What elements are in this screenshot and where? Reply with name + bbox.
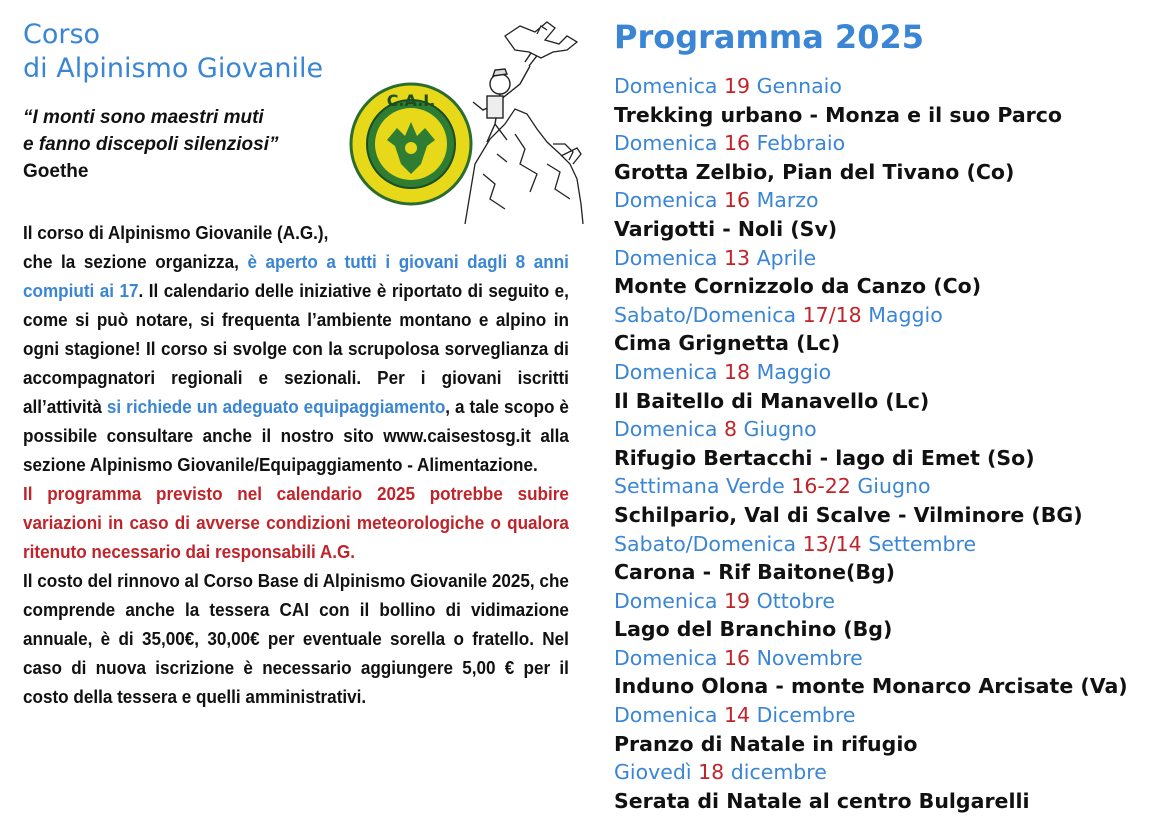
event-day-number: 18 — [723, 359, 751, 384]
event-location: Trekking urbano - Monza e il suo Parco — [614, 102, 1062, 127]
event-location: Il Baitello di Manavello (Lc) — [614, 388, 930, 413]
event-day: Domenica — [614, 188, 718, 213]
program-event — [614, 186, 1154, 243]
cai-emblem — [351, 84, 471, 204]
event-day-number: 17/18 — [802, 302, 862, 327]
program-event — [614, 530, 1154, 587]
event-date — [614, 72, 1154, 101]
event-month: Ottobre — [756, 588, 835, 613]
event-date — [614, 644, 1154, 673]
intro-paragraph-1 — [23, 218, 569, 479]
program-event — [614, 129, 1154, 186]
event-day-number: 16-22 — [791, 474, 851, 499]
eagle-sketch — [505, 22, 577, 58]
event-month: Maggio — [868, 302, 943, 327]
climber-sketch — [473, 44, 543, 142]
event-date — [614, 701, 1154, 730]
program-event — [614, 701, 1154, 758]
event-day: Domenica — [614, 359, 718, 384]
event-day-number: 16 — [723, 188, 751, 213]
event-day: Domenica — [614, 588, 718, 613]
event-location: Schilpario, Val di Scalve - Vilminore (BG) — [614, 502, 1083, 527]
event-month: Maggio — [756, 359, 832, 384]
event-month: Giugno — [743, 417, 817, 442]
event-month: Dicembre — [756, 703, 856, 728]
event-location: Varigotti - Noli (Sv) — [614, 216, 838, 241]
event-location: Lago del Branchino (Bg) — [614, 617, 893, 642]
event-month: Aprile — [756, 245, 817, 270]
event-day-number: 19 — [723, 588, 751, 613]
program-event — [614, 415, 1154, 472]
program-event — [614, 587, 1154, 644]
program-event — [614, 244, 1154, 301]
event-day: Domenica — [614, 645, 718, 670]
course-title-line1: Corso — [23, 19, 101, 50]
event-month: Settembre — [868, 531, 977, 556]
intro-equipment-note: si richiede un adeguato equipaggiamento — [106, 396, 446, 417]
event-month: Gennaio — [756, 74, 842, 98]
quote-author: Goethe — [23, 161, 89, 182]
intro-column — [23, 14, 571, 824]
quote-line2: e fanno discepoli silenziosi” — [23, 134, 279, 155]
program-column — [614, 14, 1154, 815]
event-day-number: 16 — [723, 131, 751, 156]
event-location: Cima Grignetta (Lc) — [614, 331, 841, 356]
event-month: dicembre — [730, 760, 827, 785]
program-event — [614, 758, 1154, 815]
intro-p1-f: , a tale scopo è possibile consultare anche il nostro sito www.caisestosg.it alla sezione Alpinismo Giovanile/Equipaggiamento - Alimentazione. — [23, 396, 569, 475]
quote — [23, 104, 323, 158]
event-day: Domenica — [614, 131, 718, 156]
program-event — [614, 472, 1154, 529]
event-location: Pranzo di Natale in rifugio — [614, 731, 918, 756]
event-month: Marzo — [756, 188, 819, 213]
intro-age-range: è aperto a tutti i giovani dagli 8 anni compiuti ai 17 — [23, 251, 569, 301]
program-event — [614, 644, 1154, 701]
program-event — [614, 301, 1154, 358]
intro-text — [23, 218, 569, 711]
event-month: Novembre — [756, 645, 863, 670]
event-day-number: 13/14 — [802, 531, 862, 556]
event-date — [614, 186, 1154, 215]
intro-p1-a: Il corso di Alpinismo Giovanile (A.G.), — [23, 222, 329, 243]
course-title — [23, 18, 323, 86]
event-day-number: 19 — [723, 74, 751, 98]
course-title-line2: di Alpinismo Giovanile — [23, 53, 324, 84]
program-event — [614, 72, 1154, 129]
event-date — [614, 415, 1154, 444]
event-month: Febbraio — [756, 131, 846, 156]
event-date — [614, 530, 1154, 559]
event-day: Sabato/Domenica — [614, 531, 797, 556]
event-date — [614, 244, 1154, 273]
event-date — [614, 587, 1154, 616]
event-day: Sabato/Domenica — [614, 302, 797, 327]
event-month: Giugno — [857, 474, 931, 499]
program-event — [614, 358, 1154, 415]
weather-warning: Il programma previsto nel calendario 2025 potrebbe subire variazioni in caso di avverse condizioni meteorologiche o qualora ritenuto necessario dai responsabili A.G. — [23, 483, 569, 562]
event-day-number: 18 — [698, 760, 725, 785]
intro-p1-b: che la sezione organizza, — [23, 251, 248, 272]
emblem-text: C.A.I. — [386, 91, 436, 110]
event-day-number: 16 — [723, 645, 751, 670]
event-day: Domenica — [614, 245, 718, 270]
event-day: Giovedì — [614, 760, 692, 785]
event-day-number: 8 — [723, 417, 738, 442]
event-day: Domenica — [614, 74, 718, 98]
event-date — [614, 758, 1154, 787]
event-day: Domenica — [614, 703, 718, 728]
event-location: Serata di Natale al centro Bulgarelli — [614, 788, 1030, 813]
event-location: Rifugio Bertacchi - lago di Emet (So) — [614, 445, 1035, 470]
event-location: Grotta Zelbio, Pian del Tivano (Co) — [614, 159, 1015, 184]
cost-paragraph: Il costo del rinnovo al Corso Base di Alpinismo Giovanile 2025, che comprende anche la tessera CAI con il bollino di vidimazione annuale, è di 35,00€, 30,00€ per eventuale sorella o fratello. Nel caso di nuova iscrizione è necessario aggiungere 5,00 € per il costo della tessera e quelli amministrativi. — [23, 570, 569, 707]
event-date — [614, 301, 1154, 330]
quote-line1: “I monti sono maestri muti — [23, 107, 264, 128]
cai-emblem-with-climber-illustration — [315, 14, 585, 224]
event-location: Monte Cornizzolo da Canzo (Co) — [614, 274, 982, 299]
event-day: Settimana Verde — [614, 474, 785, 499]
intro-p1-d: . Il calendario delle iniziative è riportato di seguito e, come si può notare, si frequenta l’ambiente montano e alpino in ogni stagione! Il corso si svolge con la scrupolosa sorveglianza di accompagnatori regionali e sezionali. Per i giovani iscritti all’attività — [23, 280, 569, 417]
event-date — [614, 129, 1154, 158]
event-date — [614, 358, 1154, 387]
event-day-number: 13 — [723, 245, 751, 270]
event-location: Induno Olona - monte Monarco Arcisate (Va) — [614, 674, 1128, 699]
event-date — [614, 472, 1154, 501]
program-list — [614, 72, 1154, 815]
event-day: Domenica — [614, 417, 718, 442]
event-day-number: 14 — [723, 703, 751, 728]
rock-sketch — [465, 109, 583, 224]
program-title: Programma 2025 — [614, 18, 924, 56]
event-location: Carona - Rif Baitone(Bg) — [614, 560, 896, 585]
